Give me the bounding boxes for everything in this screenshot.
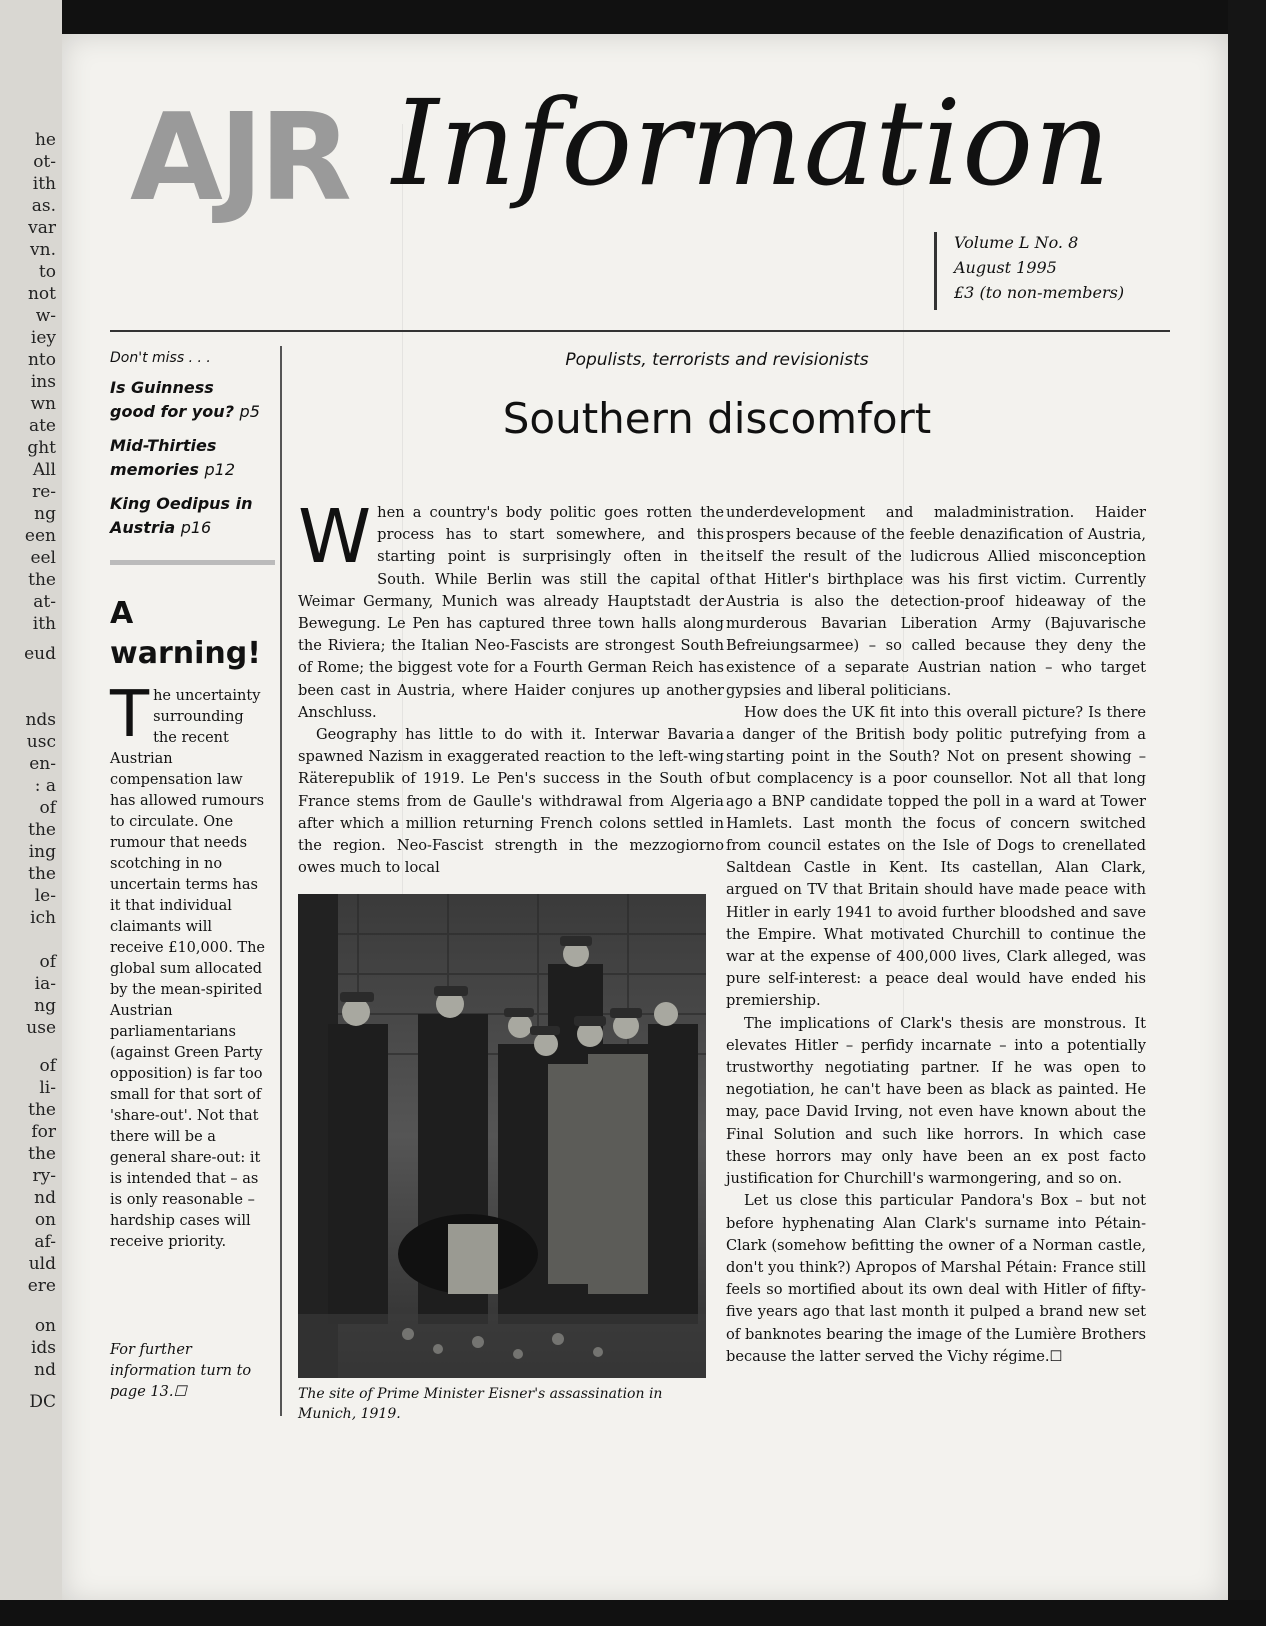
article-paragraph: The implications of Clark's thesis are monstrous. It elevates Hitler – perfidy incarnate – into a potentially trustworthy negotiating partner. If he was open to negotiation, he can't have been as black as painted. He may, pace David Irving, not even have known about the Final Solution and such like horrors. In which case these horrors may only have been an ex post facto justification for Churchill's warmongering, and so on. bbox=[726, 1014, 1146, 1188]
issue-price: £3 (to non-members) bbox=[954, 283, 1125, 302]
margin-text-fragment: not bbox=[27, 284, 56, 304]
margin-text-fragment: for bbox=[31, 1122, 56, 1142]
masthead-title: Information bbox=[392, 74, 1112, 212]
article-paragraph bbox=[298, 494, 724, 724]
teaser-item[interactable] bbox=[110, 492, 260, 540]
margin-text-fragment: ich bbox=[30, 908, 56, 928]
margin-text-fragment: ith bbox=[32, 174, 56, 194]
margin-text-fragment: vn. bbox=[30, 240, 56, 260]
scan-bottom-border bbox=[0, 1600, 1266, 1626]
historical-photo bbox=[298, 894, 706, 1378]
margin-text-fragment: nd bbox=[34, 1360, 56, 1380]
margin-text-fragment: eud bbox=[24, 644, 56, 664]
margin-text-fragment: ith bbox=[32, 614, 56, 634]
margin-text-fragment: nds bbox=[25, 710, 56, 730]
margin-text-fragment: he bbox=[34, 130, 56, 150]
margin-text-fragment: en- bbox=[29, 754, 56, 774]
margin-text-fragment: ins bbox=[30, 372, 56, 392]
margin-text-fragment: to bbox=[38, 262, 56, 282]
margin-text-fragment: nd bbox=[34, 1188, 56, 1208]
margin-text-fragment: of bbox=[39, 952, 56, 972]
margin-text-fragment: the bbox=[28, 820, 56, 840]
margin-text-fragment: eel bbox=[30, 548, 56, 568]
margin-text-fragment: ry- bbox=[32, 1166, 56, 1186]
column-rule bbox=[280, 346, 282, 1416]
warning-text: he uncertainty surrounding the recent Austrian compensation law has allowed rumours to circulate. One rumour that needs scotching in no uncertain terms has it that individual claimants will receive £10,000. The global sum allocated by the mean-spirited Austrian parliamentarians (against Green Party opposition) is far too small for that sort of 'share-out'. Not that there will be a general share-out: it is intended that – as is only reasonable – hardship cases will receive priority. bbox=[110, 688, 266, 1250]
margin-text-fragment: the bbox=[28, 570, 56, 590]
teaser-text: Is Guinness good for you? bbox=[110, 378, 234, 421]
margin-text-fragment: the bbox=[28, 1100, 56, 1120]
warning-footer: For further information turn to page 13.☐ bbox=[110, 1342, 252, 1400]
warning-body bbox=[110, 678, 270, 1253]
teaser-text: Mid-Thirties memories bbox=[110, 436, 217, 479]
margin-text-fragment: as. bbox=[31, 196, 56, 216]
teaser-item[interactable] bbox=[110, 434, 260, 482]
article-paragraph: underdevelopment and maladministration. Haider prospers because of the feeble denazification of Austria, itself the result of the ludicrous Allied misconception that Hitler's birthplace was his first victim. Currently Austria is also the detection-proof hideaway of the murderous Bavarian Liberation Army (Bajuvarische Befreiungsarmee) – so called because they deny the existence of a separate Austrian nation – who target gypsies and liberal politicians. bbox=[726, 504, 1146, 699]
margin-text-fragment: the bbox=[28, 1144, 56, 1164]
margin-text-fragment: usc bbox=[26, 732, 56, 752]
ajr-logo: AJR bbox=[130, 89, 348, 228]
teaser-page: p16 bbox=[180, 518, 212, 537]
adjacent-page-strip bbox=[0, 0, 62, 1626]
margin-text-fragment: ate bbox=[28, 416, 56, 436]
dont-miss-box bbox=[110, 350, 260, 540]
article-paragraph: Let us close this particular Pandora's Box – but not before hyphenating Alan Clark's surname into Pétain-Clark (somehow befitting the owner of a Norman castle, don't you think?) Apropos of Marshal Pétain: France still feels so mortified about its own deal with Hitler of fifty-five years ago that last month it pulped a brand new set of banknotes bearing the image of the Lumière Brothers because the latter served the Vichy régime.☐ bbox=[726, 1192, 1146, 1365]
photo-illustration bbox=[298, 894, 706, 1378]
masthead-rule bbox=[110, 330, 1170, 332]
margin-text-fragment: of bbox=[39, 798, 56, 818]
margin-text-fragment: ng bbox=[34, 996, 56, 1016]
margin-text-fragment: af- bbox=[34, 1232, 56, 1252]
issue-info bbox=[954, 230, 1124, 305]
margin-text-fragment: use bbox=[26, 1018, 56, 1038]
article-kicker: Populists, terrorists and revisionists bbox=[565, 350, 869, 370]
teaser-page: p12 bbox=[204, 460, 236, 479]
margin-text-fragment: : a bbox=[34, 776, 56, 796]
margin-text-fragment: le- bbox=[34, 886, 56, 906]
margin-text-fragment: li- bbox=[39, 1078, 56, 1098]
margin-text-fragment: the bbox=[28, 864, 56, 884]
warning-drop-cap: T bbox=[110, 678, 150, 752]
margin-text-fragment: DC bbox=[29, 1392, 56, 1412]
volume-number: Volume L No. 8 bbox=[954, 233, 1079, 252]
issue-date: August 1995 bbox=[954, 258, 1057, 277]
article-column-1 bbox=[298, 494, 724, 879]
margin-text-fragment: ia- bbox=[34, 974, 56, 994]
margin-text-fragment: var bbox=[28, 218, 56, 238]
dont-miss-label: Don't miss . . . bbox=[110, 350, 211, 366]
teaser-page: p5 bbox=[239, 402, 260, 421]
margin-text-fragment: ids bbox=[30, 1338, 56, 1358]
margin-text-fragment: iey bbox=[30, 328, 56, 348]
margin-text-fragment: on bbox=[34, 1316, 56, 1336]
margin-text-fragment: ere bbox=[27, 1276, 56, 1296]
sidebar-divider bbox=[110, 560, 275, 565]
teaser-item[interactable] bbox=[110, 376, 260, 424]
article-paragraph: Geography has little to do with it. Interwar Bavaria spawned Nazism in exaggerated reaction to the left-wing Räterepublik of 1919. Le Pen's success in the South of France stems from de Gaulle's withdrawal from Algeria after which a million returning French colons settled in the region. Neo-Fascist strength in the mezzogiorno owes much to local bbox=[298, 726, 724, 877]
margin-text-fragment: wn bbox=[30, 394, 56, 414]
article-headline: Southern discomfort bbox=[502, 394, 932, 443]
article-drop-cap: W bbox=[298, 494, 372, 580]
margin-text-fragment: ng bbox=[34, 504, 56, 524]
margin-text-fragment: re- bbox=[32, 482, 56, 502]
article-column-2 bbox=[726, 502, 1146, 1368]
newspaper-page bbox=[62, 34, 1228, 1604]
scan-right-border bbox=[1228, 0, 1266, 1626]
margin-text-fragment: on bbox=[34, 1210, 56, 1230]
warning-heading: A warning! bbox=[110, 596, 261, 671]
margin-text-fragment: ot- bbox=[33, 152, 56, 172]
article-paragraph: How does the UK fit into this overall picture? Is there a danger of the British body politic putrefying from a starting point in the South? Not on present showing – but complacency is a poor counsellor. Not all that long ago a BNP candidate topped the poll in a ward at Tower Hamlets. Last month the focus of concern switched from council estates on the Isle of Dogs to crenellated Saltdean Castle in Kent. Its castellan, Alan Clark, argued on TV that Britain should have made peace with Hitler in early 1941 to avoid further bloodshed and save the Empire. What motivated Churchill to continue the war at the expense of 400,000 lives, Clark alleged, was pure self-interest: a peace deal would have ended his premiership. bbox=[726, 703, 1146, 1010]
margin-text-fragment: of bbox=[39, 1056, 56, 1076]
margin-text-fragment: een bbox=[24, 526, 56, 546]
margin-text-fragment: at- bbox=[33, 592, 56, 612]
margin-text-fragment: nto bbox=[27, 350, 56, 370]
paragraph-text: hen a country's body politic goes rotten the process has to start somewhere, and this starting point is surprisingly often in the South. While Berlin was still the capital of Weimar Germany, Munich was already Hauptstadt der Bewegung. Le Pen has captured three town halls along the Riviera; the Italian Neo-Fascists are strongest South of Rome; the biggest vote for a Fourth German Reich has been cast in Austria, where Haider conjures up another Anschluss. bbox=[298, 504, 724, 721]
margin-text-fragment: All bbox=[32, 460, 56, 480]
masthead-divider bbox=[934, 232, 937, 310]
margin-text-fragment: uld bbox=[28, 1254, 56, 1274]
photo-caption: The site of Prime Minister Eisner's assassination in Munich, 1919. bbox=[298, 1386, 663, 1422]
teaser-text: King Oedipus in Austria bbox=[110, 494, 253, 537]
margin-text-fragment: ght bbox=[27, 438, 56, 458]
margin-text-fragment: w- bbox=[35, 306, 56, 326]
margin-text-fragment: ing bbox=[28, 842, 56, 862]
